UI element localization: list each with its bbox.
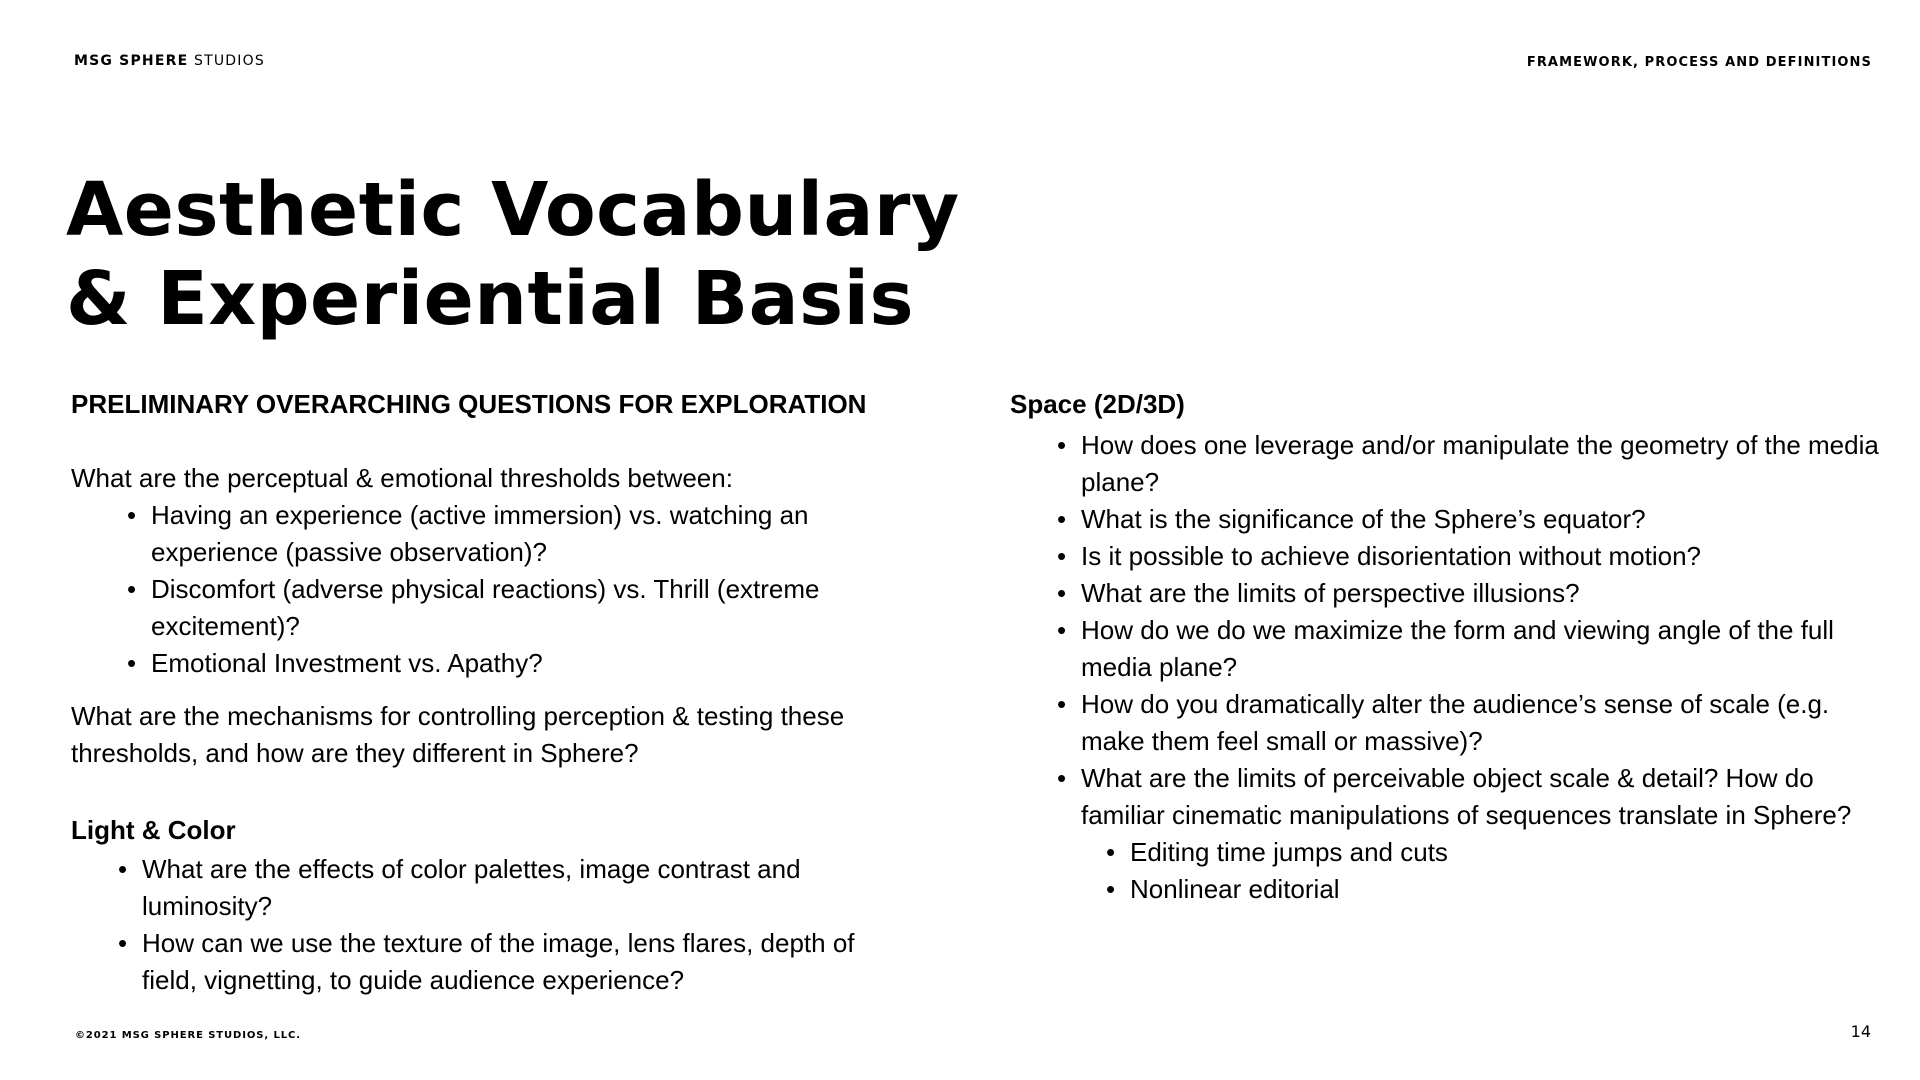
section-label: FRAMEWORK, PROCESS AND DEFINITIONS (1526, 55, 1872, 70)
list-item: • Is it possible to achieve disorientation without motion? (1081, 538, 1890, 575)
list-item: • What are the limits of perceivable object scale & detail? How do familiar cinematic manipulations of sequences translate in Sphere? (1081, 760, 1890, 834)
light-color-heading: Light & Color (71, 815, 236, 845)
mechanisms-paragraph: What are the mechanisms for controlling perception & testing these thresholds, and how are they different in Sphere? (71, 701, 845, 768)
thresholds-list (71, 497, 941, 682)
right-column (1010, 386, 1890, 908)
copyright: ©2021 MSG SPHERE STUDIOS, LLC. (75, 1030, 301, 1041)
left-column (71, 386, 941, 999)
space-sub-list (1010, 834, 1890, 908)
list-item: • What is the significance of the Sphere’s equator? (1081, 501, 1890, 538)
space-heading: Space (2D/3D) (1010, 389, 1185, 419)
list-item: • Discomfort (adverse physical reactions) vs. Thrill (extreme excitement)? (151, 571, 941, 645)
list-item: • Nonlinear editorial (1130, 871, 1890, 908)
brand-name-bold: MSG SPHERE (74, 53, 189, 69)
thresholds-intro: What are the perceptual & emotional thresholds between: (71, 463, 733, 493)
list-item: • Having an experience (active immersion) vs. watching an experience (passive observation)? (151, 497, 941, 571)
light-color-list (71, 851, 872, 999)
page-title-line-1: Aesthetic Vocabulary (66, 167, 960, 253)
list-item: • Editing time jumps and cuts (1130, 834, 1890, 871)
list-item: • How do you dramatically alter the audience’s sense of scale (e.g. make them feel small or massive)? (1081, 686, 1890, 760)
list-item: • How do we do we maximize the form and viewing angle of the full media plane? (1081, 612, 1890, 686)
page-title-line-2: & Experiential Basis (66, 256, 915, 342)
list-item: • What are the limits of perspective illusions? (1081, 575, 1890, 612)
questions-heading: PRELIMINARY OVERARCHING QUESTIONS FOR EXPLORATION (71, 389, 867, 419)
list-item: • How does one leverage and/or manipulate the geometry of the media plane? (1081, 427, 1890, 501)
page-number: 14 (1850, 1022, 1871, 1041)
list-item: • How can we use the texture of the image, lens flares, depth of field, vignetting, to guide audience experience? (142, 925, 872, 999)
list-item: • Emotional Investment vs. Apathy? (151, 645, 941, 682)
list-item: • What are the effects of color palettes, image contrast and luminosity? (142, 851, 802, 925)
space-list (1010, 427, 1890, 834)
brand-name-regular: STUDIOS (194, 53, 265, 69)
brand-header (74, 53, 265, 69)
page-title (66, 166, 960, 344)
